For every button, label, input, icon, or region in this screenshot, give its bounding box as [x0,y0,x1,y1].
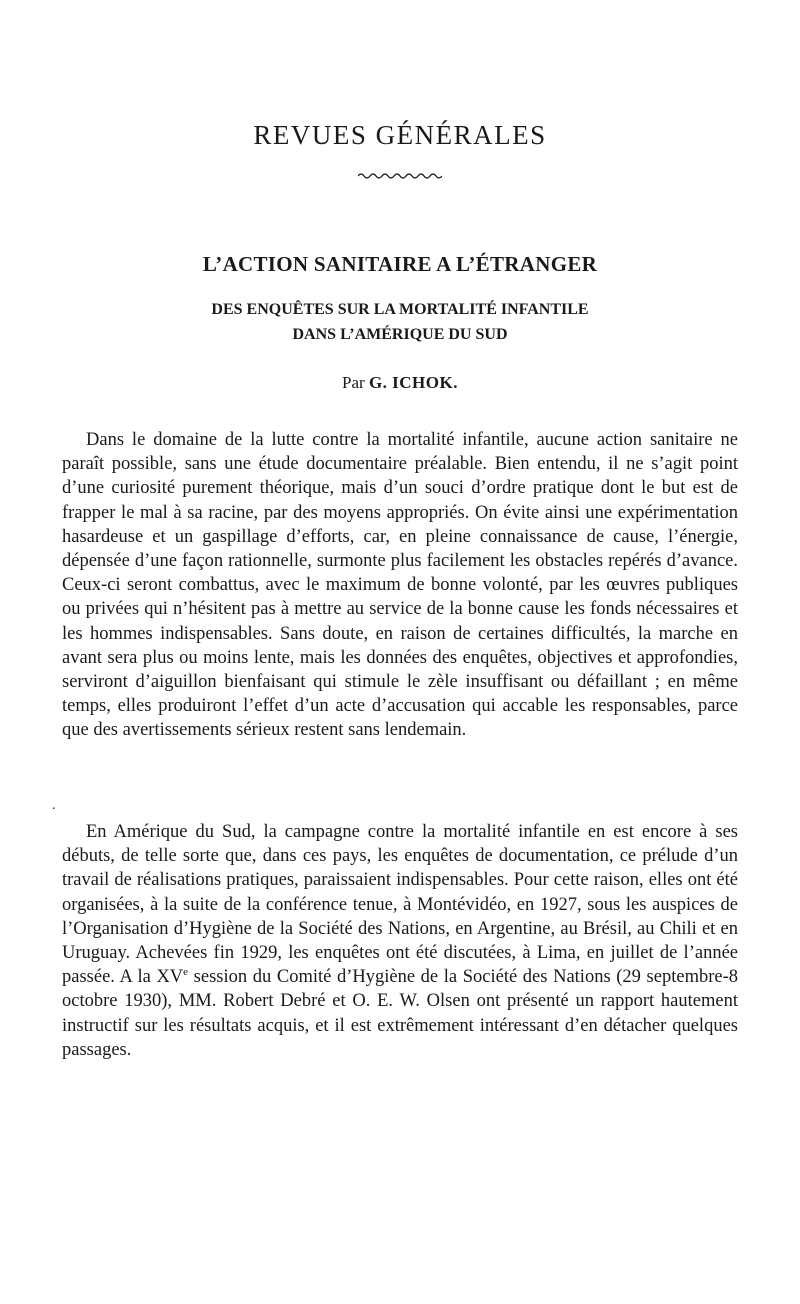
decorative-ornament [358,172,442,180]
article-subtitle-line-1: DES ENQUÊTES SUR LA MORTALITÉ INFANTILE [211,301,589,318]
margin-dot: . [52,798,56,813]
ordinal-superscript: e [183,966,189,979]
section-title: REVUES GÉNÉRALES [253,120,547,150]
article-subtitle-line-2: DANS L’AMÉRIQUE DU SUD [292,326,508,343]
article-title: L’ACTION SANITAIRE A L’ÉTRANGER [202,252,598,276]
paragraph-2-text [62,820,738,1062]
paragraph-2 [62,820,738,1062]
paragraph-2-part-1: En Amérique du Sud, la campagne contre la mortalité infantile en est encore à ses débuts, de telle sorte que, dans ces pays, les enquêtes de documentation, ce prélude d’un travail de réalisations pratiques, paraissaient indispensables. Pour cette raison, elles ont été organisées, à la suite de la conférence tenue, à Montévidéo, en 1927, sous les auspices de l’Organisation d’Hygiène de la Société des Nations, en Argentine, au Brésil, au Chili et en Uruguay. Achevées fin 1929, les enquêtes ont été discutées, à Lima, en juillet de l’année passée. A la XV [62,822,738,988]
author-name: G. ICHOK. [368,373,458,392]
byline-prefix: Par [342,373,365,392]
paragraph-1-text: Dans le domaine de la lutte contre la mortalité infantile, aucune action sanitaire ne paraît possible, sans une étude documentaire préalable. Bien entendu, il ne s’agit point d’une curiosité purement théorique, mais d’un souci d’ordre pratique dont le but est de frapper le mal à sa racine, par des moyens appropriés. On évite ainsi une expérimentation hasardeuse et un gaspillage d’efforts, car, en pleine connaissance de cause, l’énergie, dépensée d’une façon rationnelle, surmonte plus facilement les obstacles repérés d’avance. Ceux-ci seront combattus, avec le maximum de bonne volonté, par les œuvres publiques ou privées qui n’hésitent pas à mettre au service de la bonne cause les fonds nécessaires et les hommes indispensables. Sans doute, en raison de certaines difficultés, la marche en avant sera plus ou moins lente, mais les données des enquêtes, objectives et approfondies, serviront d’aiguillon bienfaisant qui stimule le zèle insuffisant ou défaillant ; en même temps, elles produiront l’effet d’un acte d’accusation qui accable les responsables, parce que des avertissements sérieux restent sans lendemain. [62,430,738,741]
byline [0,373,800,393]
paragraph-2-part-2: session du Comité d’Hygiène de la Société des Nations (29 septembre-8 octobre 1930), MM. Robert Debré et O. E. W. Olsen ont présenté un rapport hautement instructif sur les résultats acquis, et il est extrêmement intéressant d’en détacher quelques passages. [62,967,738,1060]
paragraph-1 [62,428,738,743]
